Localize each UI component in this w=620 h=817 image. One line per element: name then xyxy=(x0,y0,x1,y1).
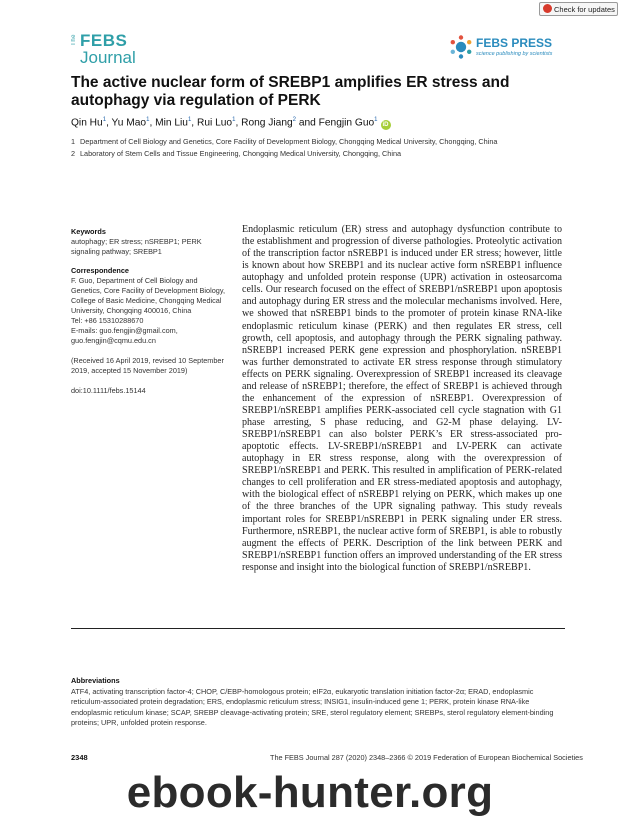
author-separator: and xyxy=(296,117,319,129)
author-separator: , xyxy=(106,117,112,129)
check-for-updates-button[interactable] xyxy=(539,2,618,16)
author-affiliation-ref[interactable]: 1 xyxy=(187,117,192,123)
febs-press-emblem-icon xyxy=(448,34,474,60)
journal-logo-the: The xyxy=(71,34,77,46)
author-affiliation-ref[interactable]: 1 xyxy=(374,117,378,123)
author-separator: , xyxy=(149,117,156,129)
author-affiliation-ref[interactable]: 2 xyxy=(292,117,296,123)
press-name: FEBS PRESS xyxy=(476,36,553,50)
author-affiliation-ref[interactable]: 1 xyxy=(146,117,150,123)
correspondence-heading: Correspondence xyxy=(71,266,129,275)
affiliation-2 xyxy=(71,149,401,159)
febs-press-logo xyxy=(448,34,558,64)
febs-journal-logo xyxy=(71,32,151,70)
author-separator: , xyxy=(191,117,197,129)
orcid-icon[interactable]: iD xyxy=(382,122,389,129)
doi-link[interactable]: doi:10.1111/febs.15144 xyxy=(71,386,146,395)
correspondence-emails[interactable]: E-mails: guo.fengjin@gmail.com, guo.fengjin@cqmu.edu.cn xyxy=(71,326,178,345)
affiliation-number: 2 xyxy=(71,149,76,158)
correspondence-address: F. Guo, Department of Cell Biology and Genetics, Core Facility of Development Biology, College of Basic Medicine, Chongqing Medical University, Chongqing 400016, China xyxy=(71,276,225,315)
abbreviations-heading: Abbreviations xyxy=(71,676,120,685)
author-list xyxy=(71,113,551,130)
check-updates-label: Check for updates xyxy=(554,5,615,14)
keywords-text: autophagy; ER stress; nSREBP1; PERK signaling pathway; SREBP1 xyxy=(71,237,202,256)
author-affiliation-ref[interactable]: 1 xyxy=(102,117,107,123)
affiliation-text: Department of Cell Biology and Genetics, Core Facility of Development Biology, Chongqing Medical University, Chongqing, China xyxy=(80,137,498,146)
correspondence-tel: Tel: +86 15310288670 xyxy=(71,316,144,325)
affiliation-number: 1 xyxy=(71,137,76,146)
author-name[interactable]: Rui Luo xyxy=(196,117,233,129)
keywords-heading: Keywords xyxy=(71,227,106,236)
author-name[interactable]: Min Liu xyxy=(155,117,188,129)
press-tagline: science publishing by scientists xyxy=(476,51,553,57)
affiliation-text: Laboratory of Stem Cells and Tissue Engineering, Chongqing Medical University, Chongqing, China xyxy=(80,149,402,158)
author-affiliation-ref[interactable]: 1 xyxy=(232,117,236,123)
affiliation-1 xyxy=(71,137,497,147)
footer-citation: The FEBS Journal 287 (2020) 2348–2366 © 2019 Federation of European Biochemical Societies xyxy=(270,753,583,762)
journal-logo-journal: Journal xyxy=(80,48,136,67)
section-divider xyxy=(71,628,565,629)
author-name[interactable]: Fengjin Guo xyxy=(318,117,375,129)
author-name[interactable]: Qin Hu xyxy=(71,117,103,129)
article-title: The active nuclear form of SREBP1 amplifies ER stress and autophagy via regulation of PERK xyxy=(71,74,510,109)
article-sidebar xyxy=(71,224,226,396)
page-number: 2348 xyxy=(71,753,88,762)
check-updates-icon xyxy=(543,4,552,13)
author-name[interactable]: Rong Jiang xyxy=(241,117,293,129)
journal-logo-febs: FEBS xyxy=(80,31,128,50)
watermark-text: ebook-hunter.org xyxy=(126,768,494,817)
abbreviations-text: ATF4, activating transcription factor-4; CHOP, C/EBP-homologous protein; eIF2α, eukaryotic translation initiation factor-2α; ERAD, endoplasmic reticulum-associated protein degradation; ERS, endoplasmic reticulum stress; INSIG1, insulin-induced gene 1; PERK, protein kinase RNA-like endoplasmic reticulum kinase; SCAP, SREBP cleavage-activating protein; SRE, sterol regulatory element; SREBPs, sterol regulatory element-binding proteins; UPR, unfolded protein response. xyxy=(71,687,554,727)
abstract-text: Endoplasmic reticulum (ER) stress and autophagy dysfunction contribute to the establishment and progression of diverse pathologies. Proteolytic activation of the transcription factor nSREBP1 is induced under ER stress; however, little is known about how SREBP1 and its nuclear active form nSREBP1 influence autophagy and unfolded protein response (UPR) activation in osteosarcoma cells. Our research focused on the effect of SREBP1/nSREBP1 upon apoptosis and autophagy during ER stress and the molecular mechanisms involved. Here, we showed that nSREBP1 binds to the promoter of protein kinase RNA-like endoplasmic reticulum kinase (PERK) and then regulates ER stress, cell growth, cell apoptosis, and autophagy through the PERK signaling pathway. nSREBP1 increased PERK gene expression and phosphorylation. nSREBP1 was further demonstrated to activate ER stress response through stimulatory effects on PERK signaling. Overexpression of SREBP1 increased its cleavage and release of nSREBP1; therefore, the effect of SREBP1 is achieved through the enhancement of the expression of nSREBP1. Overexpression of SREBP1/nSREBP1 amplifies PERK-associated cell cycle stagnation with G1 phase arresting, S phase reducing, and G2-M phase delaying. LV-SREBP1/nSREBP1 can also bolster PERK’s ER stress-associated pro-apoptotic effects. LV-SREBP1/nSREBP1 and LV-PERK can activate autophagy in ER stress response, along with the overexpression of SREBP1/nSREBP1 and PERK. This resulted in amplification of PERK-related changes to cell proliferation and ER stress-mediated apoptosis and autophagy, with the biological effect of nSREBP1 relying on PERK, which makes up one of the three branches of the UPR signaling pathway. This study reveals important roles for SREBP1/nSREBP1 in PERK signaling under ER stress. Furthermore, nSREBP1, the nuclear active form of SREBP1, is able to robustly augment the effects of PERK. Description of the link between PERK and SREBP1/nSREBP1 function offers an improved understanding of the ER stress response and insight into the biological function of SREBP1/nSREBP1. xyxy=(242,224,562,573)
author-name[interactable]: Yu Mao xyxy=(111,117,147,129)
author-separator: , xyxy=(235,117,242,129)
received-dates: (Received 16 April 2019, revised 10 September 2019, accepted 15 November 2019) xyxy=(71,356,224,375)
